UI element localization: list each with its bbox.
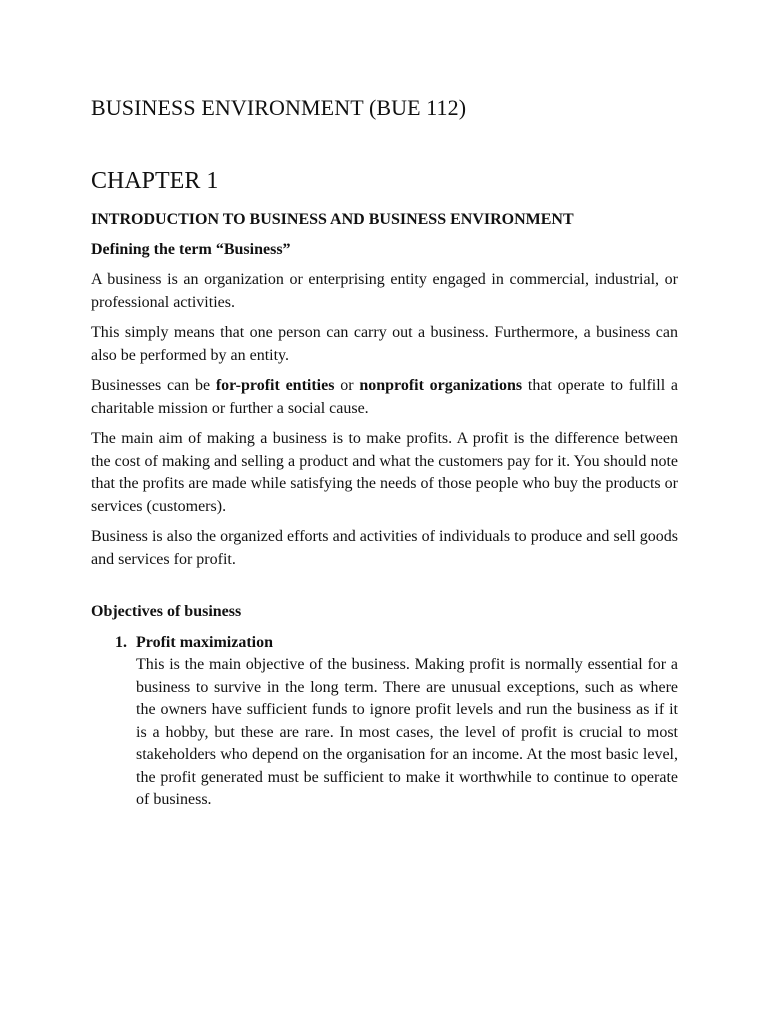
document-body — [91, 209, 678, 812]
objectives-heading: Objectives of business — [91, 603, 242, 620]
paragraph-explanation: This simply means that one person can carry out a business. Furthermore, a business can also be performed by an entity. — [91, 324, 678, 364]
bold-term-for-profit: for-profit entities — [215, 377, 335, 394]
paragraph-text: or — [334, 377, 360, 394]
paragraph-definition: A business is an organization or enterprising entity engaged in commercial, industrial, or professional activities. — [91, 271, 678, 311]
document-title: BUSINESS ENVIRONMENT (BUE 112) — [91, 95, 467, 120]
bold-term-nonprofit: nonprofit organizations — [359, 377, 523, 394]
list-item-title: Profit maximization — [136, 633, 274, 651]
paragraph-text: Businesses can be — [91, 377, 216, 394]
objectives-list — [91, 632, 678, 812]
subheading: Defining the term “Business” — [91, 240, 291, 258]
paragraph-text: that operate to fulfill a charitable mission or further a social cause. — [91, 377, 679, 417]
paragraph-organized-efforts: Business is also the organized efforts and activities of individuals to produce and sell goods and services for profit. — [91, 528, 678, 568]
list-item — [91, 632, 678, 812]
list-item-text: This is the main objective of the business. Making profit is normally essential for a business to survive in the long term. There are unusual exceptions, such as where the owners have sufficient funds to ignore profit levels and run the business as if it is a hobby, but these are rare. In most cases, the level of profit is crucial to most stakeholders who depend on the organisation for an income. At the most basic level, the profit generated must be sufficient to make it worthwhile to continue to operate of business. — [136, 656, 678, 808]
paragraph-profit-aim: The main aim of making a business is to make profits. A profit is the difference between the cost of making and selling a product and what the customers pay for it. You should note that the profits are made while satisfying the needs of those people who buy the products or services (customers). — [91, 430, 678, 515]
paragraph-business-types — [91, 375, 678, 420]
list-item-number: 1. — [115, 633, 127, 651]
chapter-title: CHAPTER 1 — [91, 168, 219, 194]
section-heading: INTRODUCTION TO BUSINESS AND BUSINESS ENVIRONMENT — [91, 211, 574, 228]
